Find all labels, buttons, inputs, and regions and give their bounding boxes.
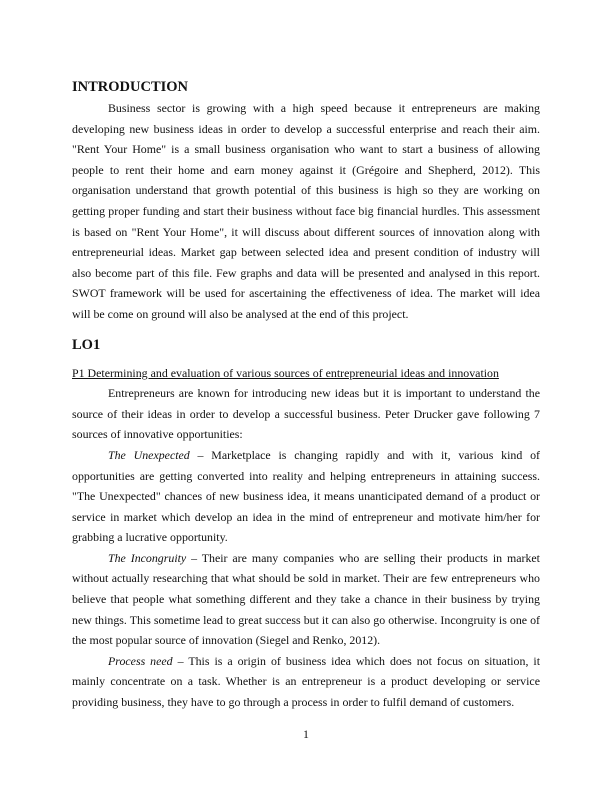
document-page — [72, 76, 540, 713]
source-description: – This is a origin of business idea which does not focus on situation, it mainly concentrate on a task. Whether is an entrepreneur is a product developing or service providing business, they have to go through a process in order to fulfil demand of customers. — [72, 653, 541, 710]
source-description: – Their are many companies who are selling their products in market without actually researching that what should be sold in market. Their are few entrepreneurs who believe that people what something different and they take a chance in their business by trying new things. This sometime lead to great success but it can also go otherwise. Incongruity is one of the most popular source of innovation (Siegel and Renko, 2012). — [72, 550, 540, 648]
source-term: Process need — [108, 653, 173, 668]
lo1-intro-paragraph: Entrepreneurs are known for introducing new ideas but it is important to understand the source of their ideas in order to develop a successful business. Peter Drucker gave following 7 sources of innovative opportunities: — [72, 386, 540, 442]
source-term: The Unexpected — [108, 447, 190, 462]
introduction-paragraph: Business sector is growing with a high speed because it entrepreneurs are making developing new business ideas in order to develop a successful enterprise and reach their aim. "Rent Your Home" is a small business organisation who want to start a business of allowing people to rent their home and earn money against it (Grégoire and Shepherd, 2012). This organisation understand that growth potential of this business is high so they are working on getting proper funding and start their business without face big financial hurdles. This assessment is based on "Rent Your Home", it will discuss about different sources of innovation along with entrepreneurial ideas. Market gap between selected idea and present condition of industry will also become part of this file. Few graphs and data will be presented and analysed in this report. SWOT framework will be used for ascertaining the effectiveness of idea. The market will idea will be come on ground will also be analysed at the end of this project. — [72, 101, 540, 321]
source-item-incongruity — [72, 548, 540, 651]
source-description: – Marketplace is changing rapidly and with it, various kind of opportunities are getting converted into reality and helping entrepreneurs in attaining success. "The Unexpected" chances of new business idea, it means unanticipated demand of a product or service in market which develop an idea in the mind of entrepreneur and motivate him/her for grabbing a lucrative opportunity. — [72, 447, 540, 545]
source-term: The Incongruity — [108, 550, 187, 565]
page-number: 1 — [303, 727, 309, 741]
source-item-unexpected — [72, 445, 540, 548]
source-item-process-need — [72, 651, 540, 713]
heading-lo1: LO1 — [72, 336, 101, 353]
subheading-p1: P1 Determining and evaluation of various sources of entrepreneurial ideas and innovation — [72, 365, 499, 380]
heading-introduction: INTRODUCTION — [72, 79, 189, 95]
